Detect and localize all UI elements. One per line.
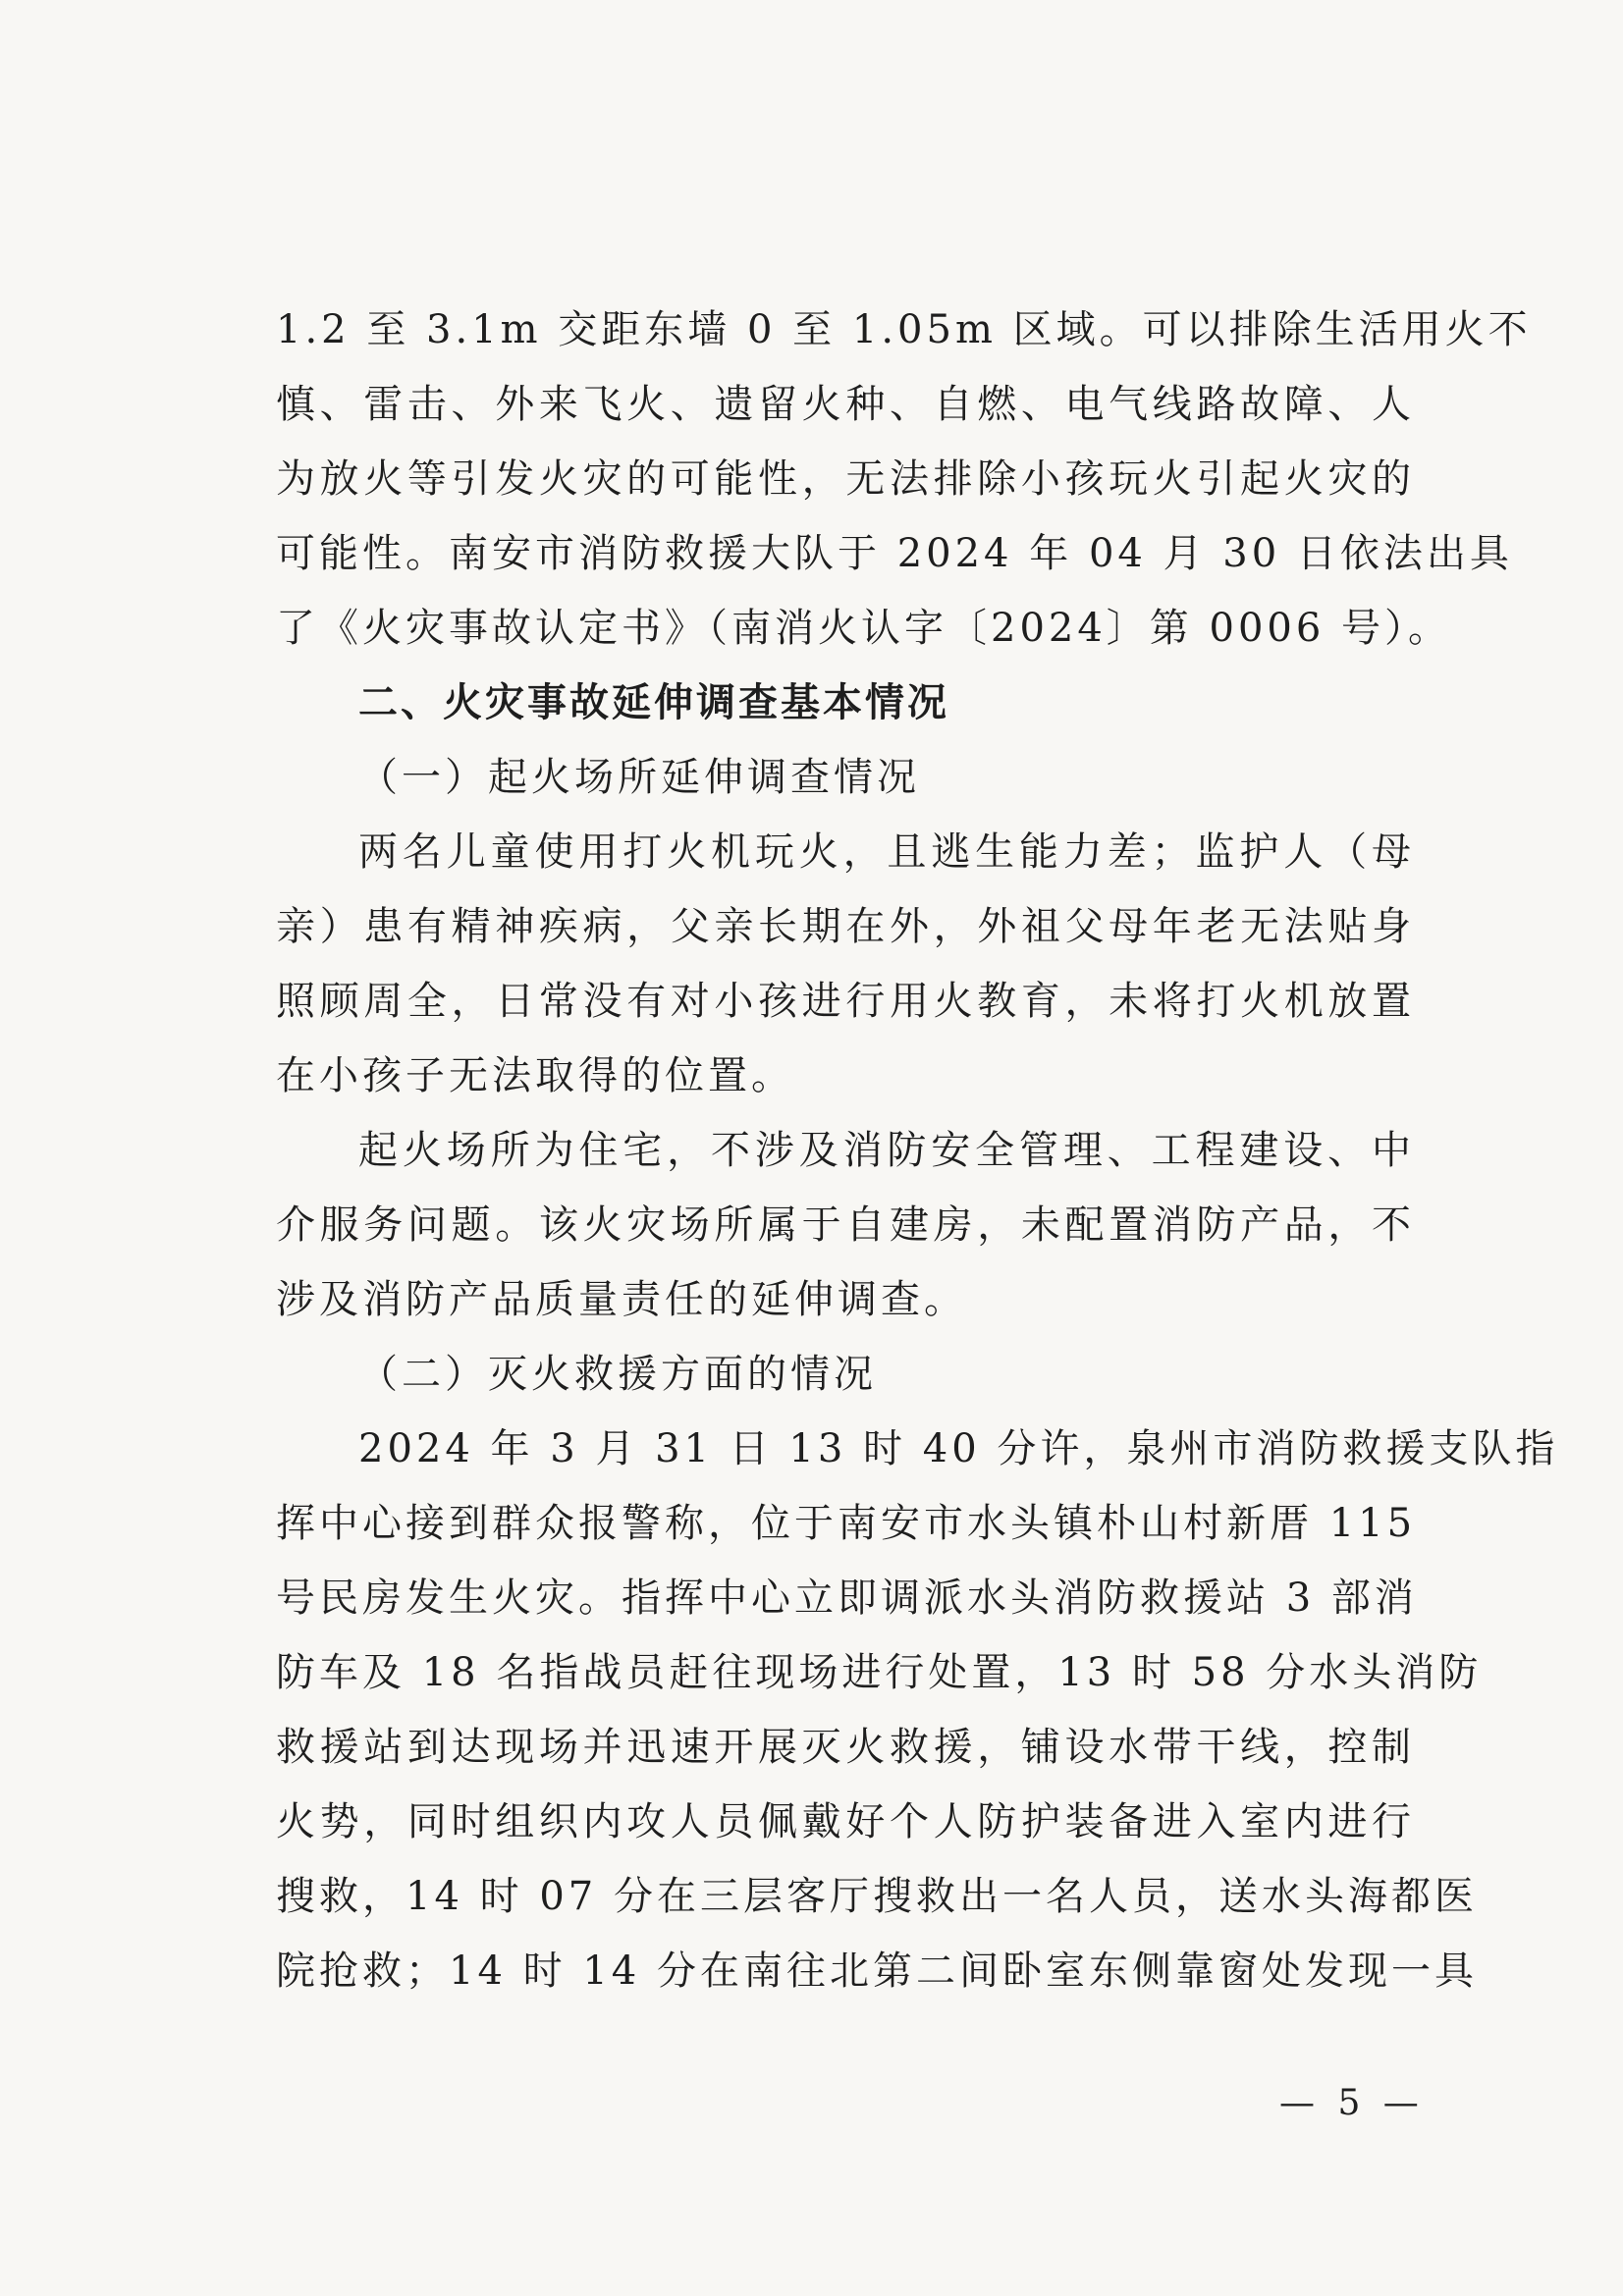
paragraph-line: 挥中心接到群众报警称，位于南安市水头镇朴山村新厝 115 — [276, 1501, 1417, 1546]
paragraph-line: 救援站到达现场并迅速开展灭火救援，铺设水带干线，控制 — [276, 1725, 1415, 1770]
paragraph-line: 了《火灾事故认定书》（南消火认字〔2024〕第 0006 号）。 — [276, 606, 1452, 651]
paragraph-line: 涉及消防产品质量责任的延伸调查。 — [276, 1277, 967, 1322]
subsection-heading: （一）起火场所延伸调查情况 — [358, 755, 920, 800]
section-heading: 二、火灾事故延伸调查基本情况 — [358, 679, 949, 725]
paragraph-line: 火势，同时组织内攻人员佩戴好个人防护装备进入室内进行 — [276, 1799, 1415, 1844]
subsection-heading: （二）灭火救援方面的情况 — [358, 1352, 877, 1397]
paragraph-line: 院抢救；14 时 14 分在南往北第二间卧室东侧靠窗处发现一具 — [276, 1949, 1478, 1994]
page-number: — 5 — — [1279, 2083, 1425, 2123]
paragraph-line: 搜救，14 时 07 分在三层客厅搜救出一名人员，送水头海都医 — [276, 1874, 1478, 1919]
paragraph-line: 慎、雷击、外来飞火、遗留火种、自燃、电气线路故障、人 — [276, 382, 1415, 427]
paragraph-line: 亲）患有精神疾病，父亲长期在外，外祖父母年老无法贴身 — [276, 904, 1415, 949]
paragraph-line: 可能性。南安市消防救援大队于 2024 年 04 月 30 日依法出具 — [276, 531, 1513, 576]
paragraph-line: 起火场所为住宅，不涉及消防安全管理、工程建设、中 — [358, 1128, 1415, 1173]
paragraph-line: 在小孩子无法取得的位置。 — [276, 1053, 794, 1098]
document-body — [276, 293, 1559, 2008]
paragraph-line: 照顾周全，日常没有对小孩进行用火教育，未将打火机放置 — [276, 979, 1415, 1024]
paragraph-line: 号民房发生火灾。指挥中心立即调派水头消防救援站 3 部消 — [276, 1575, 1418, 1621]
paragraph-line: 1.2 至 3.1m 交距东墙 0 至 1.05m 区域。可以排除生活用火不 — [276, 307, 1532, 352]
paragraph-line: 防车及 18 名指战员赶往现场进行处置，13 时 58 分水头消防 — [276, 1650, 1483, 1695]
paragraph-line: 2024 年 3 月 31 日 13 时 40 分许，泉州市消防救援支队指 — [358, 1426, 1559, 1471]
paragraph-line: 为放火等引发火灾的可能性，无法排除小孩玩火引起火灾的 — [276, 456, 1415, 502]
paragraph-line: 两名儿童使用打火机玩火，且逃生能力差；监护人（母 — [358, 829, 1415, 875]
paragraph-line: 介服务问题。该火灾场所属于自建房，未配置消防产品，不 — [276, 1202, 1415, 1248]
